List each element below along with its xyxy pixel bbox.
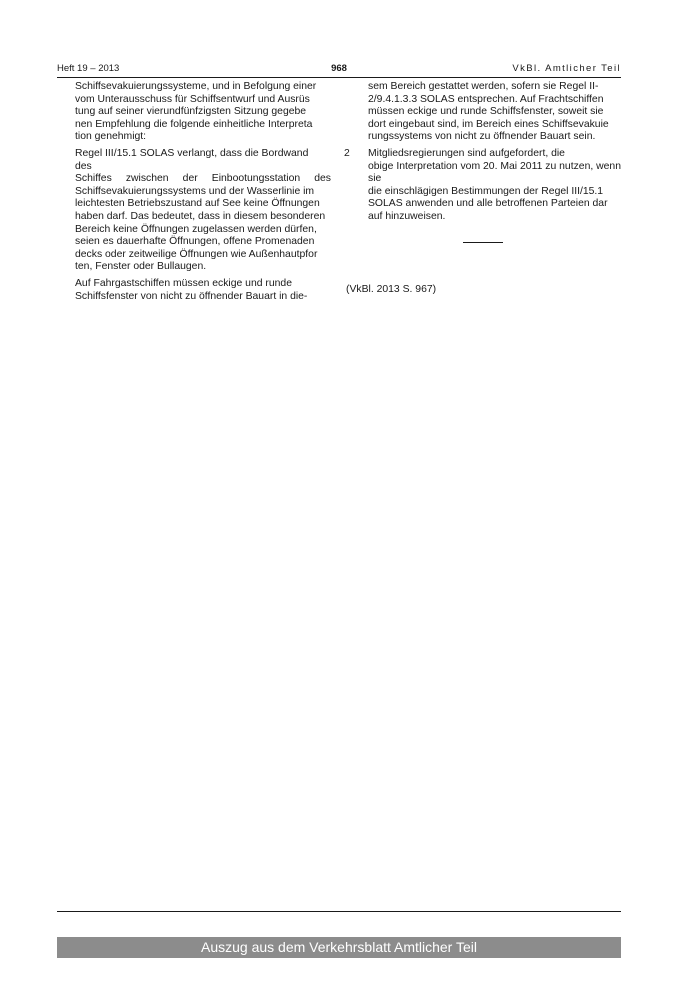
numbered-item [344,148,621,224]
paragraph-continuation: sem Bereich gestattet werden, sofern sie Regel II- 2/9.4.1.3.3 SOLAS entsprechen. Auf Frachtschiffen müssen eckige und runde Schiffsfenster, soweit sie dort eingebaut sind, im Bereich eines Schiffsevakuie rungssystems von nicht zu öffnender Bauart sein. [368,81,609,143]
item-number: 2 [344,147,350,159]
left-column [75,81,331,303]
footer-banner: Auszug aus dem Verkehrsblatt Amtlicher Teil [57,937,621,958]
end-rule [463,242,503,243]
paragraph-passenger-ships: Auf Fahrgastschiffen müssen eckige und runde Schiffsfenster von nicht zu öffnender Bauart in die- [75,277,308,302]
page-number: 968 [331,63,347,74]
footer-rule [57,911,621,912]
paragraph-intro: Schiffsevakuierungssysteme, und in Befolgung einer vom Unterausschuss für Schiffsentwurf und Ausrüs tung auf seiner vierundfünfzigsten Sitzung gegebe nen Empfehlung die folgende einheitliche Interpreta tion genehmigt: [75,81,317,143]
item-text: Mitgliedsregierungen sind aufgefordert, die obige Interpretation vom 20. Mai 2011 zu nutzen, wenn sie die einschlägigen Bestimmungen der Regel III/15.1 SOLAS anwenden und alle betroffenen Parteien dar auf hinzuweisen. [368,147,621,222]
publication-title: VkBl. Amtlicher Teil [512,63,621,74]
paragraph-rule: Regel III/15.1 SOLAS verlangt, dass die Bordwand des Schiffes zwischen der Einbootungsstation des Schiffsevakuierungssystems und der Wasserlinie im leichtesten Betriebszustand auf See keine Öffnungen haben darf. Das bedeutet, dass in diesem besonderen Bereich keine Öffnungen zugelassen werden dürfen, seien es dauerhafte Öffnungen, offene Promenaden decks oder zeitweilige Öffnungen wie Außenhautpfor ten, Fenster oder Bullaugen. [75,147,331,273]
page-header [57,62,621,76]
reference-citation: (VkBl. 2013 S. 967) [346,284,437,295]
header-rule [57,77,621,78]
issue-label: Heft 19 – 2013 [57,63,120,74]
right-column [344,81,621,224]
